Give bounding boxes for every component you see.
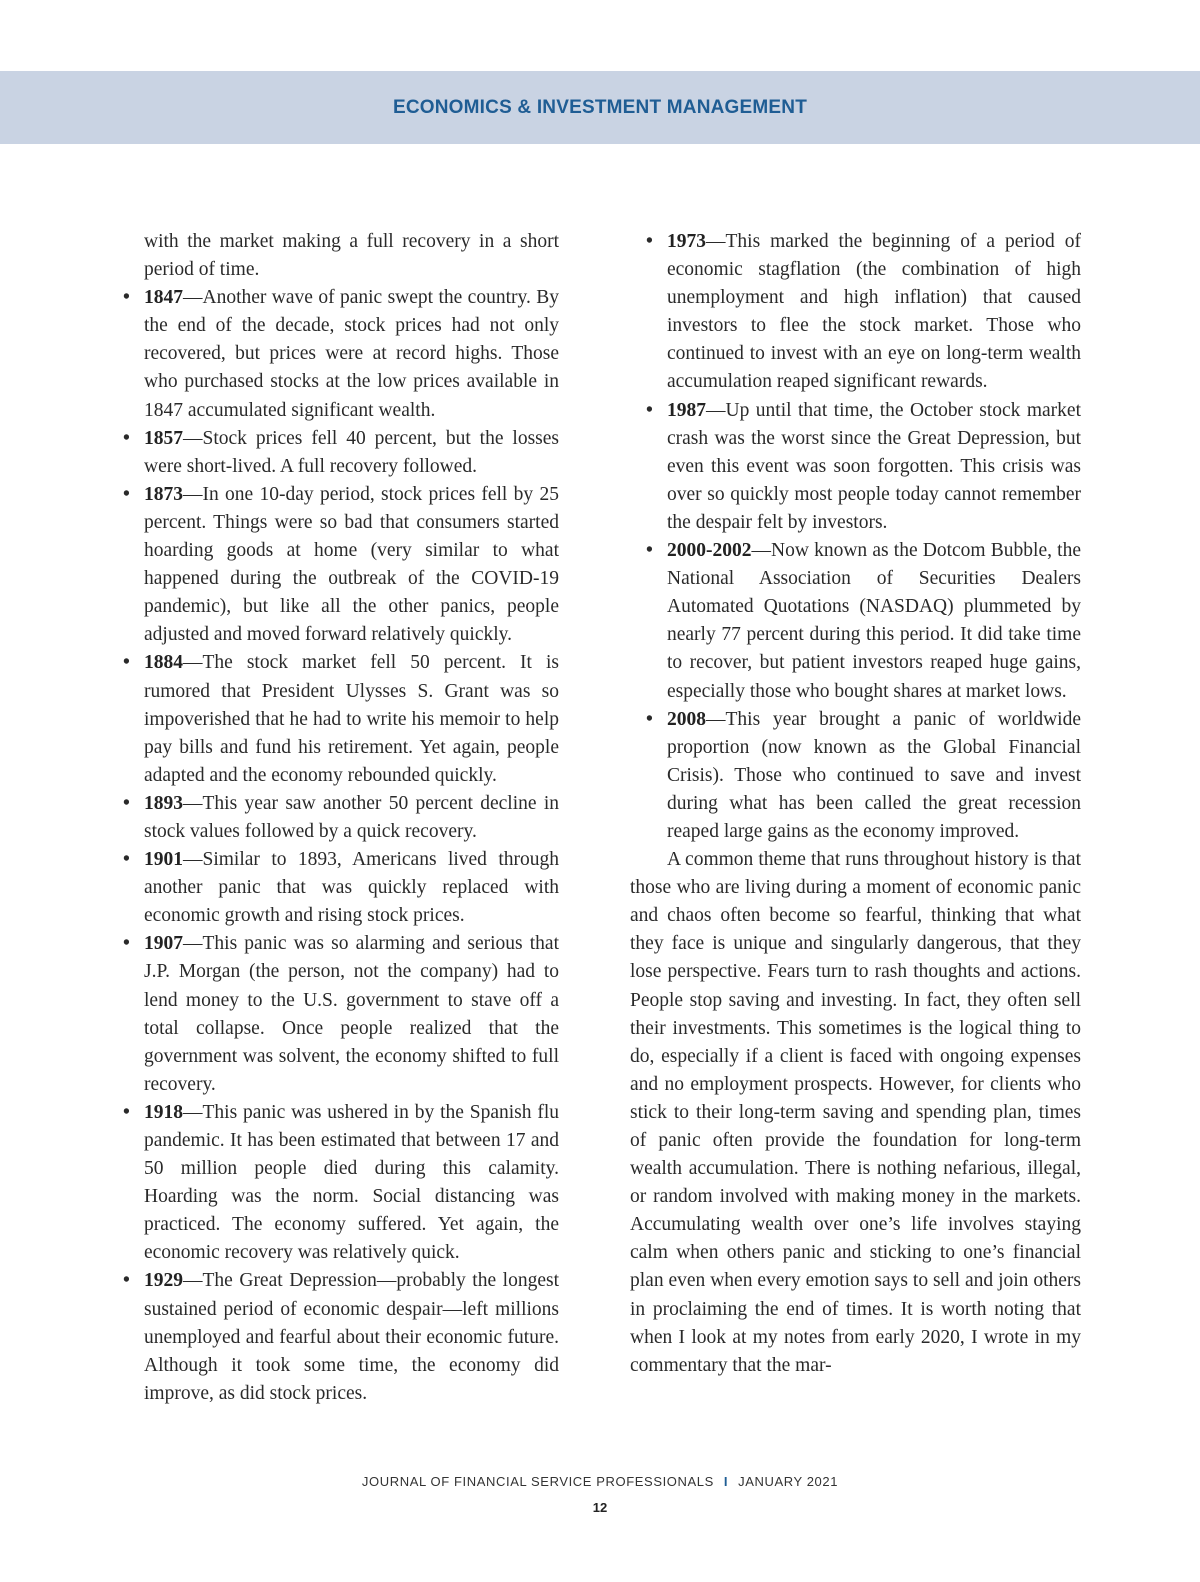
list-item [646, 228, 1081, 397]
bullet-icon: • [646, 540, 653, 562]
year-label: 1973 [667, 231, 706, 252]
list-item-text: —In one 10-day period, stock prices fell by 25 percent. Things were so bad that consumers started hoarding goods at home (very similar to what happened during the outbreak of the COVID-19 pandemic), but like all the other panics, people adjusted and moved forward relatively quickly. [144, 483, 559, 646]
left-bullet-list [123, 284, 559, 1408]
bullet-icon: • [123, 1270, 130, 1292]
bullet-icon: • [123, 1101, 130, 1123]
list-item-text: —Up until that time, the October stock market crash was the worst since the Great Depression, but even this event was soon forgotten. This crisis was over so quickly most people today cannot remember the despair felt by investors. [667, 399, 1081, 533]
list-item [123, 1267, 559, 1407]
page-footer [0, 1474, 1200, 1489]
year-label: 1918 [144, 1101, 183, 1123]
journal-name: JOURNAL OF FINANCIAL SERVICE PROFESSIONALS [361, 1474, 714, 1489]
year-label: 1929 [144, 1270, 183, 1292]
bullet-icon: • [646, 231, 653, 252]
list-item-text: —This panic was so alarming and serious that J.P. Morgan (the person, not the company) had to lend money to the U.S. government to stave off a total collapse. Once people realized that the government was solvent, the economy shifted to full recovery. [144, 933, 559, 1095]
list-item-text: —Another wave of panic swept the country. By the end of the decade, stock prices had not only recovered, but prices were at record highs. Those who purchased stocks at the low prices available in 1847 accumulated significant wealth. [144, 287, 559, 421]
left-column [123, 228, 559, 1408]
right-bullet-list [630, 228, 1081, 846]
list-item [646, 397, 1081, 537]
list-item [646, 537, 1081, 706]
bullet-icon: • [123, 792, 130, 814]
list-item-text: —Stock prices fell 40 percent, but the losses were short-lived. A full recovery followed. [144, 427, 559, 477]
list-item [123, 1099, 559, 1268]
right-column [630, 228, 1081, 1380]
bullet-icon: • [123, 427, 130, 449]
bullet-icon: • [646, 708, 653, 730]
page-number: 12 [592, 1500, 608, 1515]
year-label: 1847 [144, 287, 183, 309]
footer-separator: I [723, 1474, 729, 1489]
year-label: 1873 [144, 483, 183, 505]
list-item [123, 425, 559, 481]
bullet-icon: • [123, 652, 130, 674]
section-title: ECONOMICS & INVESTMENT MANAGEMENT [392, 96, 808, 118]
year-label: 1893 [144, 792, 183, 814]
year-label: 2000-2002 [667, 540, 752, 562]
year-label: 1901 [144, 849, 183, 871]
list-item [123, 930, 559, 1099]
list-item [123, 649, 559, 789]
list-item [123, 846, 559, 930]
section-header-band [0, 71, 1200, 144]
bullet-icon: • [123, 933, 130, 955]
body-paragraph: A common theme that runs throughout history is that those who are living during a moment of economic panic and chaos often become so fearful, thinking that what they face is unique and singularly dangerous, that they lose perspective. Fears turn to rash thoughts and actions. People stop saving and investing. In fact, they often sell their investments. This sometimes is the logical thing to do, especially if a client is faced with ongoing expenses and no employment prospects. However, for clients who stick to their long-term saving and spending plan, times of panic often provide the foundation for long-term wealth accumulation. There is nothing nefarious, illegal, or random involved with making money in the markets. Accumulating wealth over one’s life involves staying calm when others panic and sticking to one’s financial plan even when every emotion says to sell and join others in proclaiming the end of times. It is worth noting that when I look at my notes from early 2020, I wrote in my commentary that the mar- [630, 849, 1081, 1376]
list-item [646, 706, 1081, 846]
bullet-icon: • [646, 399, 653, 421]
list-item-text: —Now known as the Dotcom Bubble, the National Association of Securities Dealers Automated Quotations (NASDAQ) plummeted by nearly 77 percent during this period. It did take time to recover, but patient investors reaped huge gains, especially those who bought shares at market lows. [667, 540, 1081, 702]
bullet-icon: • [123, 849, 130, 871]
bullet-icon: • [123, 483, 130, 505]
list-item-text: —The Great Depression—probably the longest sustained period of economic despair—left millions unemployed and fearful about their economic future. Although it took some time, the economy did improve, as did stock prices. [144, 1270, 559, 1404]
list-item-text: —This year saw another 50 percent decline in stock values followed by a quick recovery. [144, 792, 559, 842]
year-label: 1857 [144, 427, 183, 449]
issue-date: JANUARY 2021 [738, 1474, 839, 1489]
year-label: 2008 [667, 708, 706, 730]
year-label: 1884 [144, 652, 183, 674]
list-item-text: —This year brought a panic of worldwide proportion (now known as the Global Financial Crisis). Those who continued to save and invest during what has been called the great recession reaped large gains as the economy improved. [667, 708, 1081, 842]
year-label: 1907 [144, 933, 183, 955]
year-label: 1987 [667, 399, 706, 421]
list-item-text: —This marked the beginning of a period of economic stagflation (the combination of high unemployment and high inflation) that caused investors to flee the stock market. Those who continued to invest with an eye on long-term wealth accumulation reaped significant rewards. [667, 231, 1081, 393]
continuation-text: with the market making a full recovery in a short period of time. [144, 231, 559, 281]
list-item-text: —This panic was ushered in by the Spanish flu pandemic. It has been estimated that between 17 and 50 million people died during this calamity. Hoarding was the norm. Social distancing was practiced. The economy suffered. Yet again, the economic recovery was relatively quick. [144, 1101, 559, 1264]
bullet-icon: • [123, 287, 130, 309]
list-item [123, 481, 559, 650]
list-item-text: —Similar to 1893, Americans lived through another panic that was quickly replaced with economic growth and rising stock prices. [144, 849, 559, 927]
list-item [123, 790, 559, 846]
list-item-text: —The stock market fell 50 percent. It is rumored that President Ulysses S. Grant was so impoverished that he had to write his memoir to help pay bills and fund his retirement. Yet again, people adapted and the economy rebounded quickly. [144, 652, 559, 786]
list-item [123, 284, 559, 424]
